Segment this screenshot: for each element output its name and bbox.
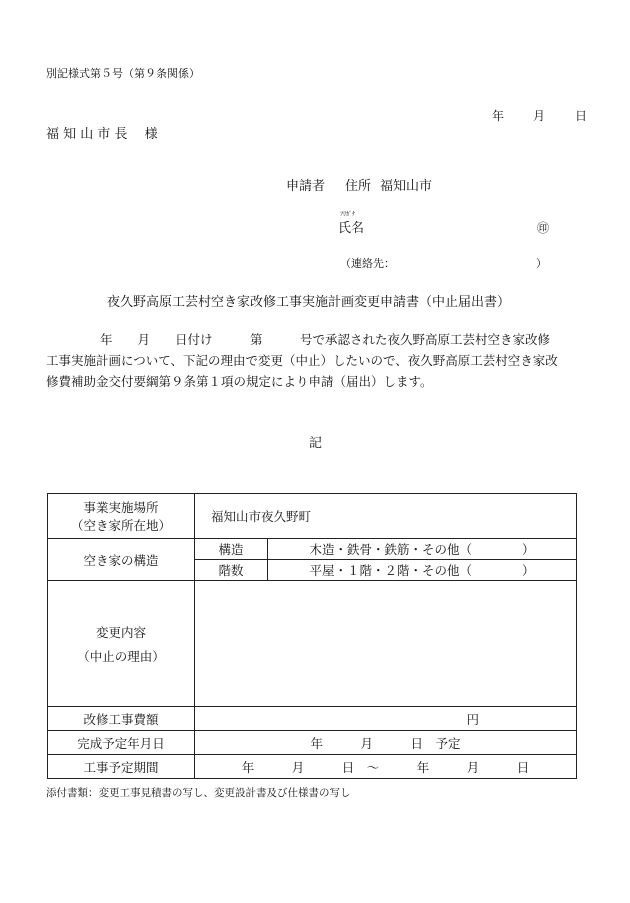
address-label: 住所 xyxy=(345,179,372,194)
addressee: 福 知 山 市 長 様 xyxy=(46,127,158,142)
cost-label: 改修工事費額 xyxy=(48,707,195,731)
application-table xyxy=(47,493,577,779)
location-label: 事業実施場所 xyxy=(83,500,159,515)
body-line-2: 工事実施計画について、下記の理由で変更（中止）したいので、夜久野高原工芸村空き家改 xyxy=(46,353,558,368)
kouzou-label: 構造 xyxy=(195,539,268,560)
period-value: 年 月 日 〜 年 月 日 xyxy=(195,755,577,779)
table-row-structure xyxy=(48,539,577,560)
ki-heading: 記 xyxy=(309,436,323,451)
kouzou-value: 木造・鉄骨・鉄筋・その他（ ） xyxy=(268,539,577,560)
table-row-location xyxy=(48,494,577,539)
address-value: 福知山市 xyxy=(380,179,433,194)
body-paragraph xyxy=(46,329,591,392)
location-sublabel: （空き家所在地） xyxy=(70,518,171,533)
location-value: 福知山市夜久野町 xyxy=(195,494,577,539)
period-label: 工事予定期間 xyxy=(48,755,195,779)
attachments-note: 添付書類：変更工事見積書の写し、変更設計書及び仕様書の写し xyxy=(46,787,351,799)
contact-open: （連絡先： xyxy=(340,257,395,270)
body-line-3: 修費補助金交付要綱第９条第１項の規定により申請（届出）します。 xyxy=(46,374,433,389)
document-title: 夜久野高原工芸村空き家改修工事実施計画変更申請書（中止届出書） xyxy=(107,295,511,310)
date-month: 月 xyxy=(533,109,546,123)
seal-mark: ㊞ xyxy=(537,221,550,235)
change-value xyxy=(195,581,577,707)
kaisuu-value: 平屋・１階・２階・その他（ ） xyxy=(268,560,577,581)
kaisuu-label: 階数 xyxy=(195,560,268,581)
table-row-cost xyxy=(48,707,577,731)
date-day: 日 xyxy=(575,109,588,123)
cost-unit: 円 xyxy=(195,707,577,731)
applicant-role-label: 申請者 xyxy=(286,179,326,194)
table-row-period xyxy=(48,755,577,779)
form-number: 別記様式第５号（第９条関係） xyxy=(46,67,200,80)
date-year: 年 xyxy=(492,109,505,123)
table-row-completion xyxy=(48,731,577,755)
structure-label: 空き家の構造 xyxy=(48,539,195,581)
change-label-cell xyxy=(48,581,195,707)
completion-value: 年 月 日 予定 xyxy=(195,731,577,755)
name-label: 氏名 xyxy=(338,221,365,236)
change-reason-label: （中止の理由） xyxy=(77,648,165,664)
change-label: 変更内容 xyxy=(95,624,146,640)
furigana-label: ﾌﾘｶﾞﾅ xyxy=(340,211,356,218)
completion-label: 完成予定年月日 xyxy=(48,731,195,755)
body-line-1: 年 月 日付け 第 号で承認された夜久野高原工芸村空き家改修 xyxy=(100,332,551,347)
contact-close: ） xyxy=(536,257,547,270)
location-label-cell xyxy=(48,494,195,539)
table-row-change xyxy=(48,581,577,707)
